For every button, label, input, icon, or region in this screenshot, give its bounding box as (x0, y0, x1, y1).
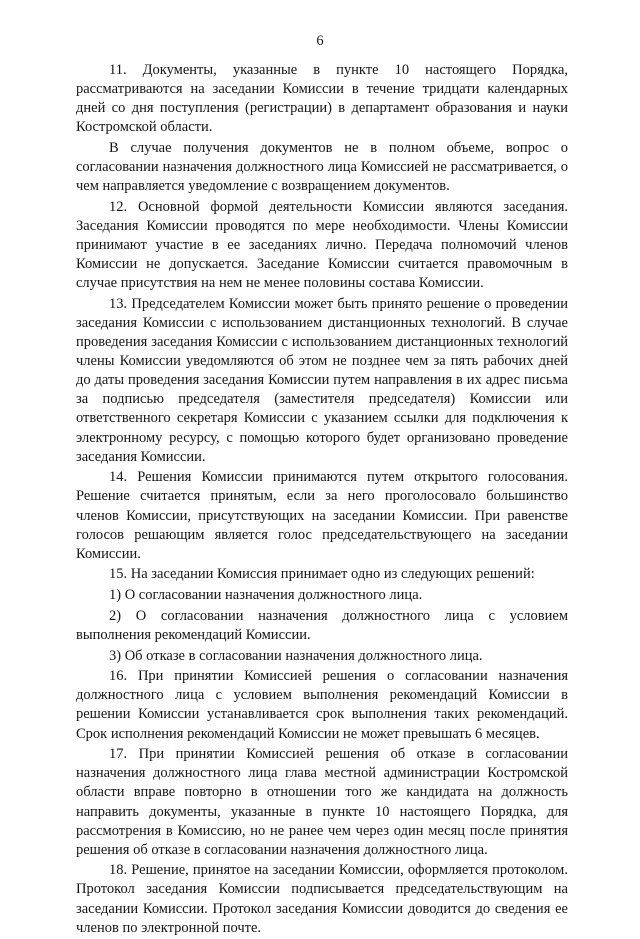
decision-option-2: 2) О согласовании назначения должностного лица с условием выполнения рекомендаций Комиссии. (76, 607, 568, 643)
paragraph-14: 14. Решения Комиссии принимаются путем открытого голосования. Решение считается принятым, если за него проголосовало большинство членов Комиссии, присутствующих на заседании Комиссии. При равенстве голосов решающим является голос председательствующего на заседании Комиссии. (76, 469, 568, 562)
paragraph-11: 11. Документы, указанные в пункте 10 настоящего Порядка, рассматриваются на заседании Комиссии в течение тридцати календарных дней со дня поступления (регистрации) в департамент образования и науки Костромской области. (76, 62, 568, 136)
document-body (76, 61, 568, 939)
paragraph-16: 16. При принятии Комиссией решения о согласовании назначения должностного лица с условием выполнения рекомендаций Комиссии в решении Комиссии устанавливается срок выполнения таких рекомендаций. Срок исполнения рекомендаций Комиссии не может превышать 6 месяцев. (76, 668, 568, 742)
paragraph-12: 12. Основной формой деятельности Комиссии являются заседания. Заседания Комиссии проводятся по мере необходимости. Члены Комиссии принимают участие в ее заседаниях лично. Передача полномочий членов Комиссии не допускается. Заседание Комиссии считается правомочным в случае присутствия на нем не менее половины состава Комиссии. (76, 198, 568, 292)
decision-option-3: 3) Об отказе в согласовании назначения должностного лица. (109, 647, 483, 664)
decision-option-1: 1) О согласовании назначения должностного лица. (109, 587, 423, 604)
paragraph-15: 15. На заседании Комиссия принимает одно из следующих решений: (109, 566, 535, 583)
paragraph-13: 13. Председателем Комиссии может быть принято решение о проведении заседания Комиссии с использованием дистанционных технологий. В случае проведения заседания Комиссии с использованием дистанционных технологий члены Комиссии уведомляются об этом не позднее чем за пять рабочих дней до даты проведения заседания Комиссии путем направления в их адрес письма за подписью председателя (заместителя председателя) Комиссии или ответственного секретаря Комиссии с указанием ссылки для подключения к электронному ресурсу, с помощью которого будет организовано проведение заседания Комиссии. (76, 295, 568, 465)
page-number: 6 (316, 33, 324, 49)
paragraph-11-incomplete-docs: В случае получения документов не в полном объеме, вопрос о согласовании назначения должностного лица Комиссией не рассматривается, о чем направляется уведомление с возвращением документов. (76, 139, 568, 195)
paragraph-17: 17. При принятии Комиссией решения об отказе в согласовании назначения должностного лица глава местной администрации Костромской области вправе повторно в отношении того же кандидата на должность направить документы, указанные в пункте 10 настоящего Порядка, для рассмотрения в Комиссию, но не ранее чем через один месяц после принятия решения об отказе в согласовании назначения должностного лица. (76, 746, 568, 858)
paragraph-18: 18. Решение, принятое на заседании Комиссии, оформляется протоколом. Протокол заседания Комиссии подписывается председательствующим на заседании Комиссии. Протокол заседания Комиссии доводится до сведения ее членов по электронной почте. (76, 862, 568, 936)
